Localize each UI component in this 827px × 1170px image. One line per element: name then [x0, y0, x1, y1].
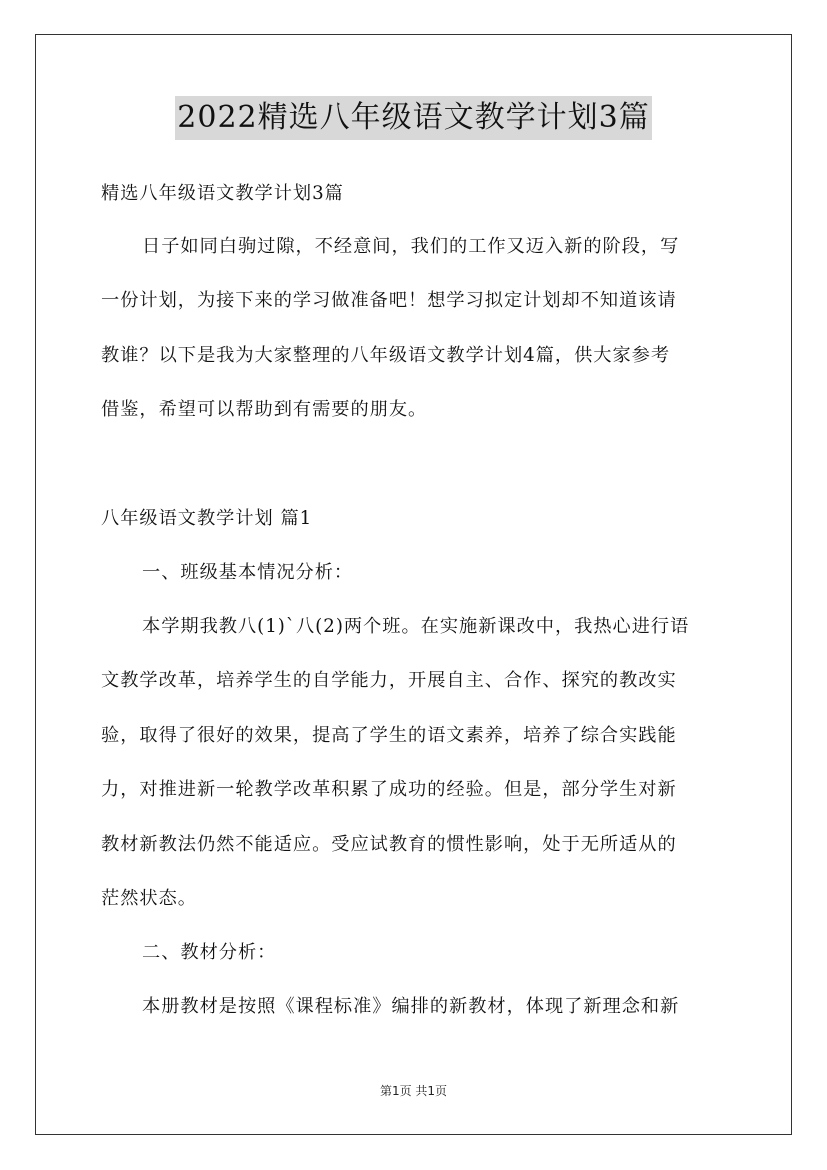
- document-title[interactable]: 2022精选八年级语文教学计划3篇: [175, 96, 651, 140]
- section-title[interactable]: 八年级语文教学计划 篇1: [101, 508, 313, 529]
- section-paragraph-1[interactable]: [101, 600, 726, 926]
- section-heading-1[interactable]: 一、班级基本情况分析：: [142, 562, 354, 583]
- intro-line: 日子如同白驹过隙，不经意间，我们的工作又迈入新的阶段，写: [142, 236, 680, 257]
- section-paragraph-2[interactable]: [101, 980, 726, 1034]
- intro-paragraph[interactable]: [101, 220, 726, 438]
- intro-line: 一份计划，为接下来的学习做准备吧！想学习拟定计划却不知道该请: [101, 290, 677, 312]
- intro-line: 借鉴，希望可以帮助到有需要的朋友。: [101, 399, 428, 421]
- title-container: [0, 96, 827, 140]
- document-subtitle[interactable]: 精选八年级语文教学计划3篇: [101, 183, 344, 204]
- paragraph-line: 本学期我教八(1)`八(2)两个班。在实施新课改中，我热心进行语: [142, 616, 690, 637]
- section-heading-2[interactable]: 二、教材分析：: [142, 942, 277, 963]
- paragraph-line: 本册教材是按照《课程标准》编排的新教材，体现了新理念和新: [142, 996, 680, 1017]
- paragraph-line: 茫然状态。: [101, 887, 197, 909]
- paragraph-line: 验，取得了很好的效果，提高了学生的语文素养，培养了综合实践能: [101, 724, 677, 746]
- intro-line: 教谁？以下是我为大家整理的八年级语文教学计划4篇，供大家参考: [101, 344, 671, 366]
- paragraph-line: 力，对推进新一轮教学改革积累了成功的经验。但是，部分学生对新: [101, 779, 677, 801]
- paragraph-line: 教材新教法仍然不能适应。受应试教育的惯性影响，处于无所适从的: [101, 833, 677, 855]
- page-footer: 第1页 共1页: [379, 1084, 448, 1098]
- paragraph-line: 文教学改革，培养学生的自学能力，开展自主、合作、探究的教改实: [101, 670, 677, 692]
